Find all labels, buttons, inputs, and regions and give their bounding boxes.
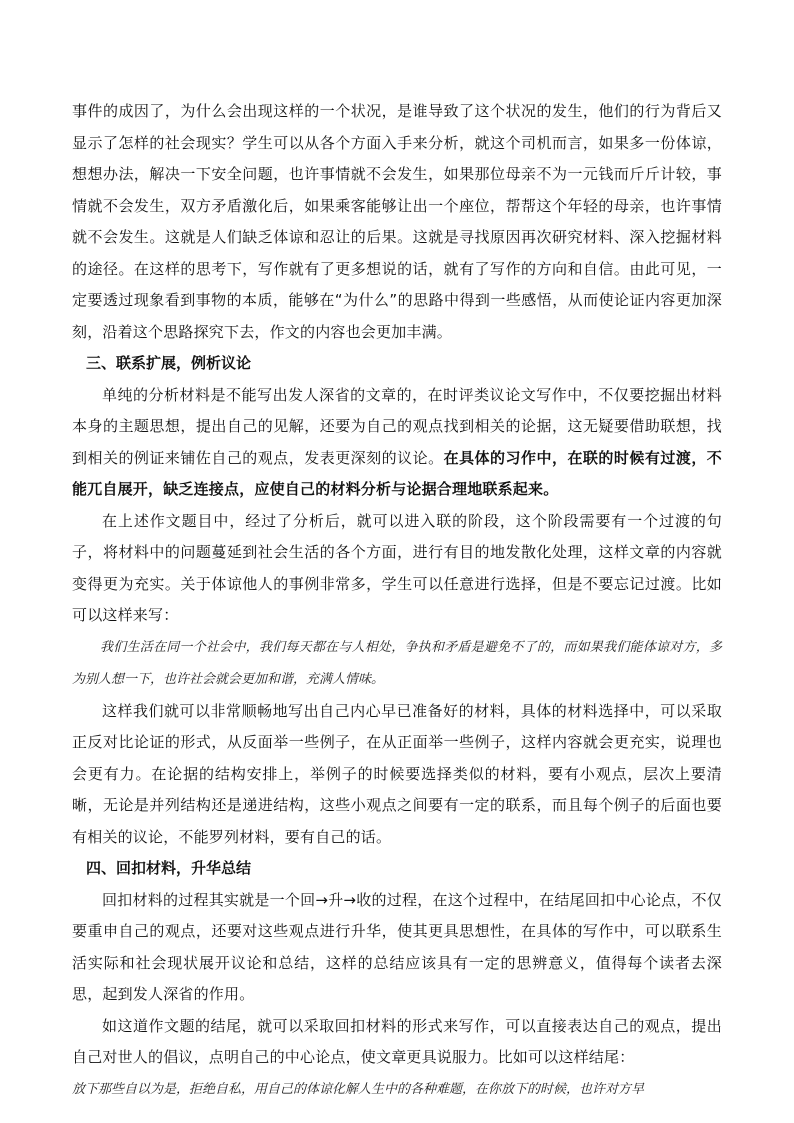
paragraph-structure: 这样我们就可以非常顺畅地写出自己内心早已准备好的材料，具体的材料选择中，可以采取正反对比论证的形式，从反面举一些例子，在从正面举一些例子，这样内容就会更充实，说理也会更有力。在论据的结构安排上，举例子的时候要选择类似的材料，要有小观点，层次上要清晰，无论是并列结构还是递进结构，这些小观点之间要有一定的联系，而且每个例子的后面也要有相关的议论，不能罗列材料，要有自己的话。: [72, 701, 722, 846]
paragraph-transition: 在上述作文题目中，经过了分析后，就可以进入联的阶段，这个阶段需要有一个过渡的句子，将材料中的问题蔓延到社会生活的各个方面，进行有目的地发散化处理，这样文章的内容就变得更为充实。关于体谅他人的事例非常多，学生可以任意进行选择，但是不要忘记过渡。比如可以这样来写：: [72, 511, 722, 624]
paragraph-text: 单纯的分析材料是不能写出发人深省的文章的，在时评类议论文写作中，不仅要挖掘出材料本身的主题思想，提出自己的见解，还要为自己的观点找到相关的论据，这无疑要借助联想，找到相关的例证来铺佐自己的观点，发表更深刻的议论。: [72, 385, 722, 467]
section-heading-3: 三、联系扩展，例析议论: [86, 354, 252, 372]
paragraph-conclusion: 回扣材料的过程其实就是一个回→升→收的过程，在这个过程中，在结尾回扣中心论点，不仅要重申自己的观点，还要对这些观点进行升华，使其更具思想性，在具体的写作中，可以联系生活实际和社会现状展开议论和总结，这样的总结应该具有一定的思辨意义，值得每个读者去深思，起到发人深省的作用。: [72, 890, 722, 1003]
document-body: [72, 96, 722, 1106]
section-heading-4: 四、回扣材料，升华总结: [86, 859, 252, 877]
paragraph-emphasis: 在具体的习作中，在联的时候有过渡，不能兀自展开，缺乏连接点，应使自己的材料分析与论据合理地联系起来。: [72, 448, 722, 498]
paragraph-link-expand: [72, 380, 722, 506]
example-quote-2: 放下那些自以为是，拒绝自私，用自己的体谅化解人生中的各种难题，在你放下的时候，也许对方早: [72, 1081, 645, 1097]
paragraph-ending-example: 如这道作文题的结尾，就可以采取回扣材料的形式来写作，可以直接表达自己的观点，提出自己对世人的倡议，点明自己的中心论点，使文章更具说服力。比如可以这样结尾：: [72, 1016, 722, 1066]
example-quote-1: 我们生活在同一个社会中，我们每天都在与人相处，争执和矛盾是避免不了的，而如果我们能体谅对方，多为别人想一下，也许社会就会更加和谐，充满人情味。: [72, 639, 722, 687]
paragraph-causes: 事件的成因了，为什么会出现这样的一个状况，是谁导致了这个状况的发生，他们的行为背后又显示了怎样的社会现实？学生可以从各个方面入手来分析，就这个司机而言，如果多一份体谅，想想办法，解决一下安全问题，也许事情就不会发生，如果那位母亲不为一元钱而斤斤计较，事情就不会发生，双方矛盾激化后，如果乘客能够让出一个座位，帮帮这个年轻的母亲，也许事情就不会发生。这就是人们缺乏体谅和忍让的后果。这就是寻找原因再次研究材料、深入挖掘材料的途径。在这样的思考下，写作就有了更多想说的话，就有了写作的方向和自信。由此可见，一定要透过现象看到事物的本质，能够在“为什么”的思路中得到一些感悟，从而使论证内容更加深刻，沿着这个思路探究下去，作文的内容也会更加丰满。: [72, 102, 722, 341]
